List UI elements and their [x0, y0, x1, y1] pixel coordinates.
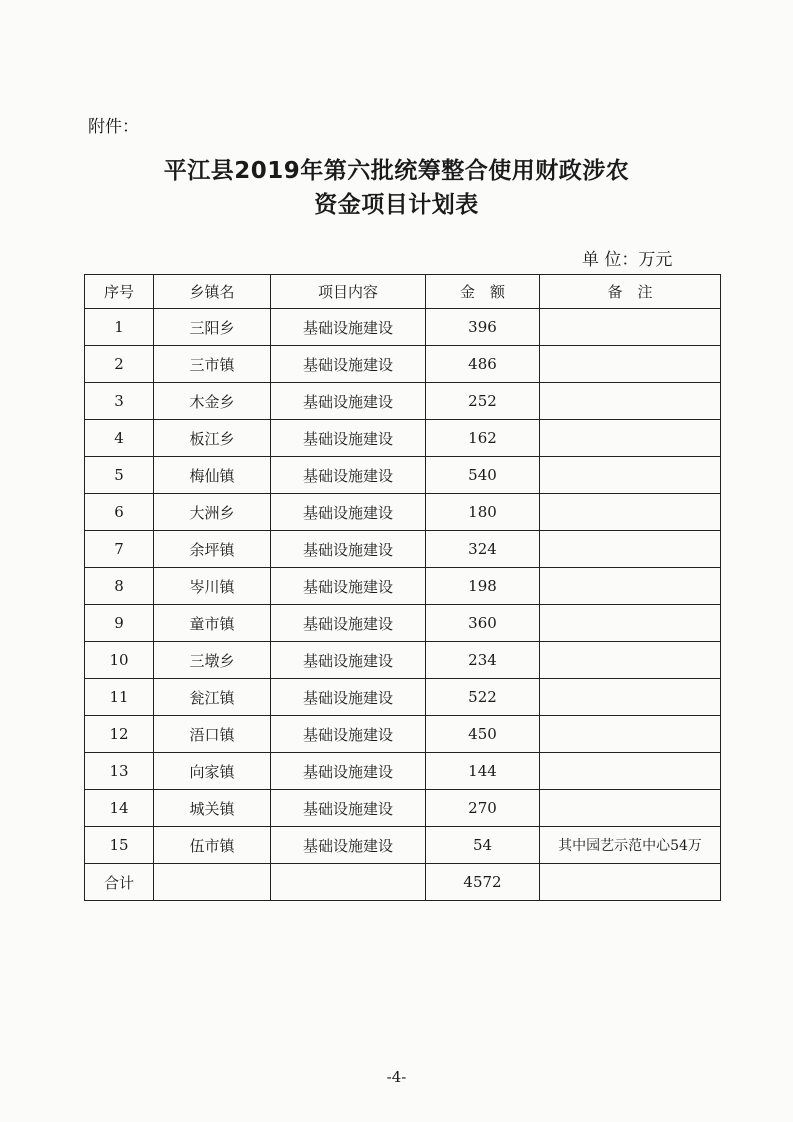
document-title-line1: 平江县2019年第六批统筹整合使用财政涉农	[163, 158, 630, 184]
cell-index: 3	[85, 383, 154, 420]
table-row	[85, 309, 721, 346]
cell-township: 伍市镇	[154, 827, 271, 864]
cell-index: 2	[85, 346, 154, 383]
fund-plan-table	[84, 274, 721, 901]
cell-project: 基础设施建设	[271, 420, 426, 457]
cell-remarks	[540, 346, 721, 383]
cell-index: 6	[85, 494, 154, 531]
cell-remarks	[540, 568, 721, 605]
total-empty-cell	[540, 864, 721, 901]
cell-remarks: 其中园艺示范中心54万	[540, 827, 721, 864]
table-row	[85, 642, 721, 679]
cell-amount: 540	[426, 457, 540, 494]
cell-project: 基础设施建设	[271, 383, 426, 420]
cell-remarks	[540, 457, 721, 494]
cell-township: 童市镇	[154, 605, 271, 642]
cell-project: 基础设施建设	[271, 605, 426, 642]
cell-amount: 198	[426, 568, 540, 605]
table-row	[85, 716, 721, 753]
cell-project: 基础设施建设	[271, 642, 426, 679]
cell-township: 大洲乡	[154, 494, 271, 531]
table-total-row	[85, 864, 721, 901]
cell-index: 11	[85, 679, 154, 716]
cell-remarks	[540, 642, 721, 679]
cell-amount: 144	[426, 753, 540, 790]
cell-township: 余坪镇	[154, 531, 271, 568]
cell-index: 9	[85, 605, 154, 642]
cell-index: 7	[85, 531, 154, 568]
cell-index: 12	[85, 716, 154, 753]
cell-township: 城关镇	[154, 790, 271, 827]
cell-project: 基础设施建设	[271, 309, 426, 346]
cell-remarks	[540, 420, 721, 457]
total-amount: 4572	[426, 864, 540, 901]
cell-project: 基础设施建设	[271, 457, 426, 494]
cell-township: 三市镇	[154, 346, 271, 383]
cell-amount: 324	[426, 531, 540, 568]
cell-remarks	[540, 383, 721, 420]
cell-amount: 486	[426, 346, 540, 383]
cell-index: 14	[85, 790, 154, 827]
cell-amount: 180	[426, 494, 540, 531]
total-empty-cell	[271, 864, 426, 901]
cell-remarks	[540, 716, 721, 753]
table-row	[85, 679, 721, 716]
cell-project: 基础设施建设	[271, 827, 426, 864]
cell-index: 15	[85, 827, 154, 864]
header-project: 项目内容	[271, 275, 426, 309]
cell-remarks	[540, 790, 721, 827]
table-row	[85, 346, 721, 383]
table-row	[85, 605, 721, 642]
table-row	[85, 457, 721, 494]
table-row	[85, 790, 721, 827]
table-header-row	[85, 275, 721, 309]
cell-remarks	[540, 309, 721, 346]
cell-amount: 252	[426, 383, 540, 420]
cell-amount: 360	[426, 605, 540, 642]
cell-remarks	[540, 494, 721, 531]
total-label: 合计	[85, 864, 154, 901]
cell-township: 三墩乡	[154, 642, 271, 679]
cell-project: 基础设施建设	[271, 679, 426, 716]
cell-index: 8	[85, 568, 154, 605]
cell-project: 基础设施建设	[271, 346, 426, 383]
cell-township: 板江乡	[154, 420, 271, 457]
cell-township: 瓮江镇	[154, 679, 271, 716]
cell-remarks	[540, 605, 721, 642]
cell-project: 基础设施建设	[271, 531, 426, 568]
cell-project: 基础设施建设	[271, 568, 426, 605]
cell-remarks	[540, 679, 721, 716]
cell-amount: 450	[426, 716, 540, 753]
table-row	[85, 827, 721, 864]
header-remarks: 备 注	[540, 275, 721, 309]
cell-amount: 162	[426, 420, 540, 457]
cell-amount: 54	[426, 827, 540, 864]
header-township: 乡镇名	[154, 275, 271, 309]
cell-index: 13	[85, 753, 154, 790]
page-number: -4-	[386, 1068, 407, 1086]
cell-remarks	[540, 753, 721, 790]
cell-township: 向家镇	[154, 753, 271, 790]
cell-project: 基础设施建设	[271, 494, 426, 531]
cell-index: 10	[85, 642, 154, 679]
cell-index: 5	[85, 457, 154, 494]
header-index: 序号	[85, 275, 154, 309]
cell-township: 浯口镇	[154, 716, 271, 753]
cell-project: 基础设施建设	[271, 790, 426, 827]
cell-township: 梅仙镇	[154, 457, 271, 494]
table-row	[85, 420, 721, 457]
cell-index: 1	[85, 309, 154, 346]
cell-remarks	[540, 531, 721, 568]
cell-amount: 396	[426, 309, 540, 346]
table-row	[85, 753, 721, 790]
table-row	[85, 383, 721, 420]
unit-label: 单 位：万元	[582, 250, 673, 270]
attachment-label: 附件：	[88, 117, 139, 137]
cell-index: 4	[85, 420, 154, 457]
cell-project: 基础设施建设	[271, 753, 426, 790]
cell-township: 木金乡	[154, 383, 271, 420]
cell-amount: 270	[426, 790, 540, 827]
table-row	[85, 531, 721, 568]
cell-amount: 522	[426, 679, 540, 716]
document-title-line2: 资金项目计划表	[314, 192, 479, 218]
table-row	[85, 494, 721, 531]
total-empty-cell	[154, 864, 271, 901]
table-row	[85, 568, 721, 605]
cell-project: 基础设施建设	[271, 716, 426, 753]
header-amount: 金 额	[426, 275, 540, 309]
cell-township: 三阳乡	[154, 309, 271, 346]
cell-township: 岑川镇	[154, 568, 271, 605]
cell-amount: 234	[426, 642, 540, 679]
